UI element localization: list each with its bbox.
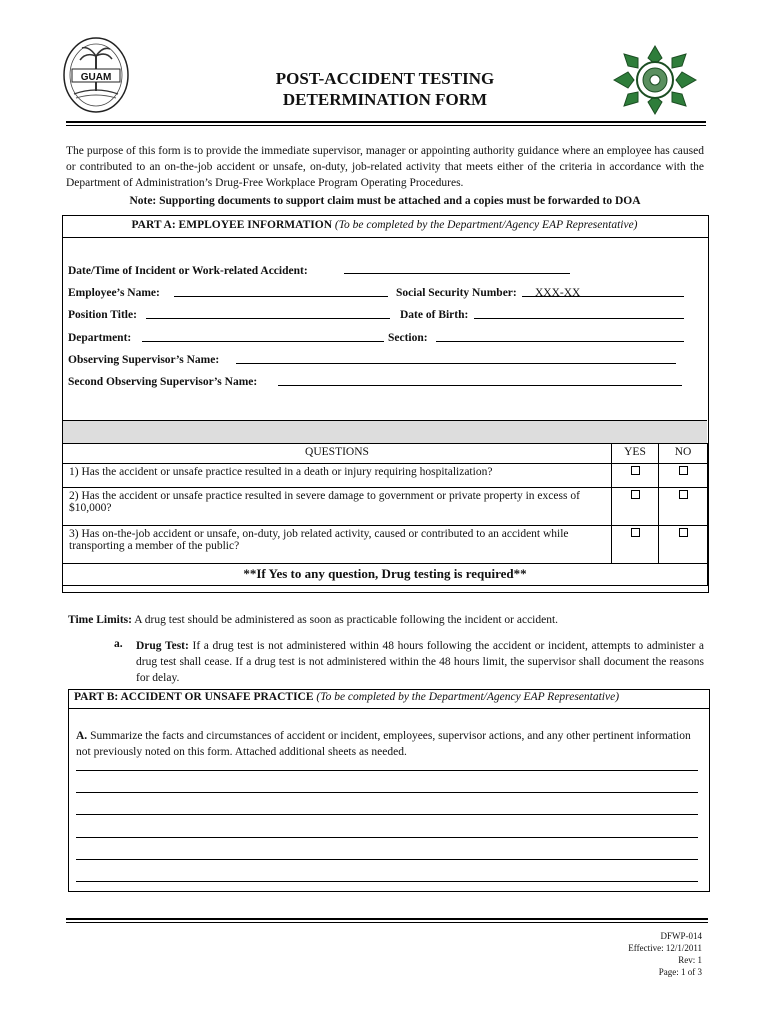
question-2-no-checkbox[interactable] — [679, 490, 688, 499]
summary-line-3[interactable] — [76, 814, 698, 815]
part-b-a-label: A. — [76, 730, 88, 742]
second-observing-supervisor-field[interactable] — [278, 373, 682, 386]
drug-test-text: If a drug test is not administered within 48 hours following the accident or incident, attempts to administer a drug test shall cease. If a drug test is not administered within the 48 hours limit, the supervisor shall document the reasons for delay. — [136, 640, 705, 684]
question-2-yes-cell — [612, 488, 659, 526]
footer-info — [560, 930, 702, 978]
incident-datetime-label: Date/Time of Incident or Work-related Accident: — [68, 265, 308, 277]
question-2-yes-checkbox[interactable] — [631, 490, 640, 499]
questions-table — [62, 443, 708, 586]
summary-line-1[interactable] — [76, 770, 698, 771]
no-header: NO — [659, 444, 708, 464]
observing-supervisor-label: Observing Supervisor’s Name: — [68, 354, 220, 366]
revision: Rev: 1 — [678, 955, 702, 965]
title-line-1: POST-ACCIDENT TESTING — [275, 69, 495, 88]
part-a-title: PART A: EMPLOYEE INFORMATION — [131, 219, 332, 231]
position-title-label: Position Title: — [68, 309, 137, 321]
supporting-documents-note: Note: Supporting documents to support claim must be attached and a copies must be forwarded to DOA — [129, 195, 641, 207]
page-number: Page: 1 of 3 — [658, 967, 702, 977]
time-limits-label: Time Limits: — [68, 614, 132, 626]
title-line-2: DETERMINATION FORM — [282, 90, 488, 109]
question-1: 1) Has the accident or unsafe practice resulted in a death or injury requiring hospitalization? — [63, 464, 612, 488]
footer-divider-thin — [66, 922, 708, 923]
question-2: 2) Has the accident or unsafe practice resulted in severe damage to government or private property in excess of $10,000? — [63, 488, 612, 526]
question-1-no-cell — [659, 464, 708, 488]
questions-header: QUESTIONS — [63, 444, 612, 464]
part-b-summary-instructions — [76, 728, 702, 760]
time-limits-text: A drug test should be administered as soon as practicable following the incident or accident. — [134, 614, 559, 626]
employee-name-label: Employee’s Name: — [68, 287, 160, 299]
part-b-header — [74, 691, 704, 703]
summary-line-2[interactable] — [76, 792, 698, 793]
summary-line-5[interactable] — [76, 859, 698, 860]
drug-testing-required-note: **If Yes to any question, Drug testing is required** — [63, 564, 708, 586]
part-a-header-divider — [62, 237, 708, 238]
part-b-a-text: Summarize the facts and circumstances of accident or incident, employees, supervisor actions, and any other pertinent information not previously noted on this form. Attached additional sheets as needed. — [76, 730, 691, 758]
form-id: DFWP-014 — [660, 931, 702, 941]
yes-header: YES — [612, 444, 659, 464]
part-a-subtitle: (To be completed by the Department/Agency EAP Representative) — [334, 219, 638, 231]
observing-supervisor-field[interactable] — [236, 351, 676, 364]
part-b-box — [68, 689, 710, 892]
question-3-no-checkbox[interactable] — [679, 528, 688, 537]
department-emblem-logo — [612, 44, 698, 116]
question-3: 3) Has on-the-job accident or unsafe, on-duty, job related activity, caused or contributed to an accident while transporting a member of the public? — [63, 526, 612, 564]
department-label: Department: — [68, 332, 132, 344]
time-limits — [68, 614, 708, 626]
table-row — [63, 526, 708, 564]
part-a-header — [62, 219, 707, 231]
second-observing-supervisor-label: Second Observing Supervisor’s Name: — [68, 376, 258, 388]
question-3-no-cell — [659, 526, 708, 564]
incident-datetime-field[interactable] — [344, 261, 570, 274]
question-1-yes-cell — [612, 464, 659, 488]
date-of-birth-field[interactable] — [474, 306, 684, 319]
header-divider — [66, 121, 706, 123]
question-3-yes-cell — [612, 526, 659, 564]
table-row — [63, 464, 708, 488]
department-field[interactable] — [142, 329, 384, 342]
drug-test-item — [136, 638, 704, 686]
position-title-field[interactable] — [146, 306, 390, 319]
question-2-no-cell — [659, 488, 708, 526]
part-b-header-divider — [68, 708, 709, 709]
table-row — [63, 488, 708, 526]
employee-name-field[interactable] — [174, 284, 388, 297]
drug-test-label: Drug Test: — [136, 640, 189, 652]
question-3-yes-checkbox[interactable] — [631, 528, 640, 537]
header-divider-thin — [66, 125, 706, 126]
date-of-birth-label: Date of Birth: — [400, 309, 469, 321]
part-b-title: PART B: ACCIDENT OR UNSAFE PRACTICE — [74, 691, 314, 703]
footer-divider — [66, 918, 708, 920]
effective-date: Effective: 12/1/2011 — [628, 943, 702, 953]
part-b-subtitle: (To be completed by the Department/Agency EAP Representative) — [316, 691, 620, 703]
drug-test-item-letter: a. — [114, 638, 123, 650]
gray-band — [63, 420, 707, 444]
summary-line-6[interactable] — [76, 881, 698, 882]
question-1-no-checkbox[interactable] — [679, 466, 688, 475]
ssn-value: XXX-XX — [535, 287, 581, 299]
question-1-yes-checkbox[interactable] — [631, 466, 640, 475]
ssn-label: Social Security Number: — [396, 287, 517, 299]
summary-line-4[interactable] — [76, 837, 698, 838]
intro-paragraph: The purpose of this form is to provide the immediate supervisor, manager or appointing authority guidance where an employee has caused or contributed to an on-the-job accident or unsafe, on-duty, job-related activity that meets either of the criteria in accordance with the Department of Administration’s Drug-Free Workplace Program Operating Procedures. — [66, 145, 704, 189]
form-title — [250, 68, 520, 110]
seal-text: GUAM — [80, 72, 112, 83]
section-label: Section: — [388, 332, 428, 344]
section-field[interactable] — [436, 329, 684, 342]
